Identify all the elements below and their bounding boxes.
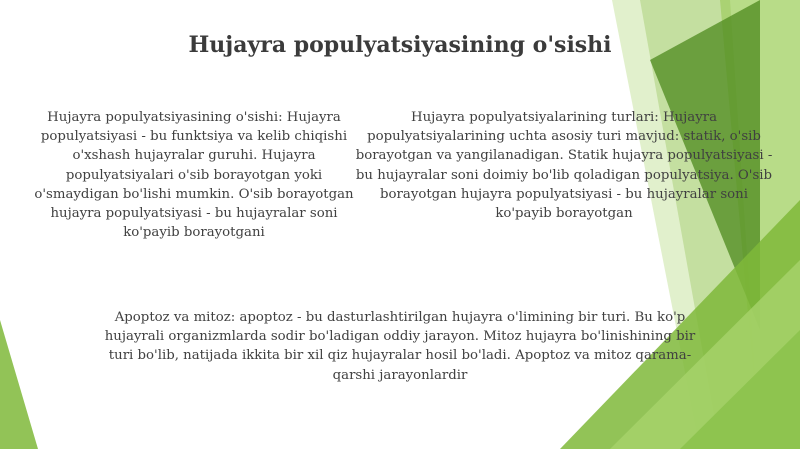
- bottom-text-block: Apoptoz va mitoz: apoptoz - bu dasturlashtirilgan hujayra o'limining bir turi. Bu ko'p hujayrali organizmlarda sodir bo'ladigan oddiy jarayon. Mitoz hujayra bo'linishining bir turi bo'lib, natijada ikkita bir xil qiz hujayralar hosil bo'ladi. Apoptoz va mitoz qarama-qarshi jarayonlardir: [104, 310, 696, 383]
- left-text-block: Hujayra populyatsiyasining o'sishi: Hujayra populyatsiyasi - bu funktsiya va kelib chiqishi o'xshash hujayralar guruhi. Hujayra populyatsiyalari o'sib borayotgan yoki o'smaydigan bo'lishi mumkin. O'sib borayotgan hujayra populyatsiyasi - bu hujayralar soni ko'payib borayotgani: [34, 110, 354, 241]
- slide-title: Hujayra populyatsiyasining o'sishi: [188, 32, 612, 58]
- right-text-block: Hujayra populyatsiyalarining turlari: Hujayra populyatsiyalarining uchta asosiy turi mavjud: statik, o'sib borayotgan va yangilanadigan. Statik hujayra populyatsiyasi - bu hujayralar soni doimiy bo'lib qoladigan populyatsiya. O'sib borayotgan hujayra populyatsiyasi - bu hujayralar soni ko'payib borayotgan: [355, 110, 773, 222]
